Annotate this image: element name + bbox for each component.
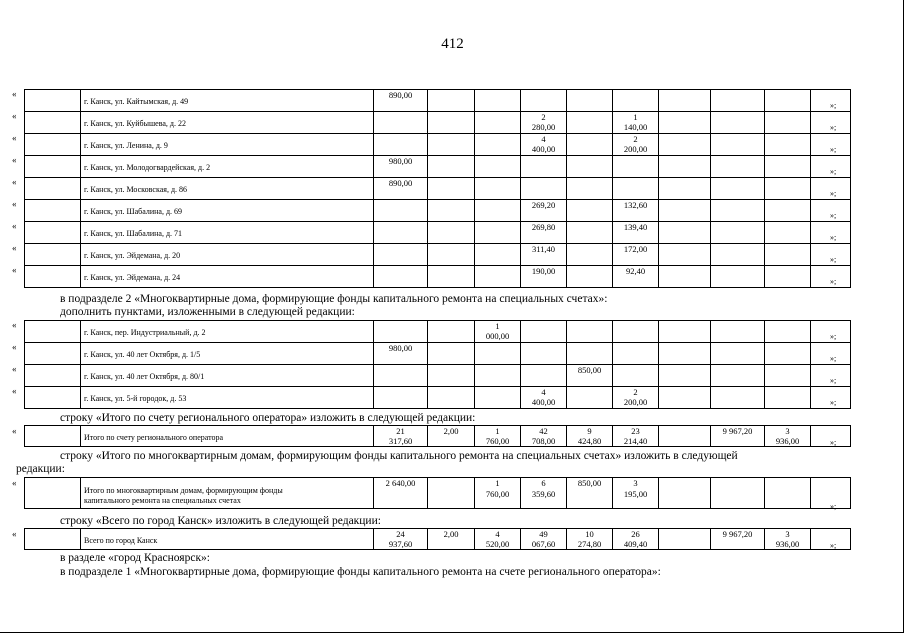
- cell-v1: 980,00: [374, 155, 428, 178]
- paragraph-add-items: дополнить пунктами, изложенными в следующей редакции:: [60, 306, 355, 318]
- cell-v9: [765, 265, 811, 288]
- cell-v2: [428, 265, 475, 288]
- cell-v9: [765, 386, 811, 409]
- cell-v5: [567, 89, 613, 112]
- cell-address: г. Канск, ул. Кайтымская, д. 49: [81, 89, 374, 112]
- cell-num: [24, 342, 81, 365]
- cell-v2: [428, 243, 475, 266]
- open-quote: «: [12, 243, 17, 253]
- cell-v3: [475, 155, 521, 178]
- cell-v6: 2 200,00: [613, 386, 659, 409]
- cell-v5: [567, 386, 613, 409]
- table-row: [24, 320, 827, 343]
- cell-v9: [765, 243, 811, 266]
- cell-v4: 42 708,00: [521, 425, 567, 447]
- cell-v6: [613, 342, 659, 365]
- table-row: [24, 133, 827, 156]
- cell-v8: [711, 221, 765, 244]
- cell-v7: [659, 133, 711, 156]
- cell-v8: [711, 177, 765, 200]
- cell-v3: [475, 133, 521, 156]
- paragraph-total-kansk: строку «Всего по город Канск» изложить в следующей редакции:: [60, 515, 381, 527]
- cell-v5: [567, 221, 613, 244]
- cell-v6: 23 214,40: [613, 425, 659, 447]
- cell-v4: [521, 89, 567, 112]
- cell-v9: [765, 133, 811, 156]
- cell-v4: 6 359,60: [521, 477, 567, 509]
- cell-v7: [659, 342, 711, 365]
- close-quote: »;: [830, 502, 837, 511]
- open-quote: «: [12, 89, 17, 99]
- cell-address: г. Канск, ул. Эйдемана, д. 24: [81, 265, 374, 288]
- open-quote: «: [12, 426, 17, 436]
- table-row: [24, 111, 827, 134]
- table-row: [24, 199, 827, 222]
- cell-v8: [711, 265, 765, 288]
- cell-v9: 3 936,00: [765, 425, 811, 447]
- cell-v1: [374, 111, 428, 134]
- cell-num: [24, 221, 81, 244]
- cell-num: [24, 133, 81, 156]
- cell-v3: [475, 342, 521, 365]
- cell-address: г. Канск, ул. Куйбышева, д. 22: [81, 111, 374, 134]
- cell-v5: [567, 155, 613, 178]
- close-quote: »;: [830, 354, 837, 363]
- cell-v7: [659, 364, 711, 387]
- cell-v9: 3 936,00: [765, 528, 811, 550]
- cell-v1: [374, 243, 428, 266]
- cell-v2: [428, 89, 475, 112]
- cell-v6: 2 200,00: [613, 133, 659, 156]
- cell-v8: [711, 155, 765, 178]
- table-row: [24, 386, 827, 409]
- cell-v3: 1 760,00: [475, 425, 521, 447]
- table-row-total-special: [24, 477, 827, 509]
- cell-v4: 269,20: [521, 199, 567, 222]
- cell-v5: 850,00: [567, 364, 613, 387]
- cell-v7: [659, 265, 711, 288]
- cell-v7: [659, 199, 711, 222]
- close-quote: »;: [830, 167, 837, 176]
- close-quote: »;: [830, 123, 837, 132]
- cell-v6: [613, 89, 659, 112]
- cell-v2: 2,00: [428, 425, 475, 447]
- cell-v4: [521, 364, 567, 387]
- cell-v7: [659, 243, 711, 266]
- cell-v1: 24 937,60: [374, 528, 428, 550]
- paragraph-total-special-line1: строку «Итого по многоквартирным домам, формирующим фонды капитального ремонта на специальных счетах» изложить в следующей: [60, 450, 738, 462]
- cell-v4: 269,80: [521, 221, 567, 244]
- cell-v6: 172,00: [613, 243, 659, 266]
- cell-v5: [567, 243, 613, 266]
- cell-v2: [428, 177, 475, 200]
- cell-num: [24, 386, 81, 409]
- paragraph-krasnoyarsk-subsection-1: в подразделе 1 «Многоквартирные дома, формирующие фонды капитального ремонта на счете регионального оператора»:: [60, 566, 661, 578]
- cell-v2: [428, 111, 475, 134]
- cell-v4: 4 400,00: [521, 386, 567, 409]
- close-quote: »;: [830, 255, 837, 264]
- cell-v1: 890,00: [374, 177, 428, 200]
- cell-v9: [765, 320, 811, 343]
- cell-v6: 1 140,00: [613, 111, 659, 134]
- cell-num: [24, 320, 81, 343]
- open-quote: «: [12, 364, 17, 374]
- cell-v5: 9 424,80: [567, 425, 613, 447]
- cell-v1: [374, 364, 428, 387]
- open-quote: «: [12, 478, 17, 488]
- cell-v6: 3 195,00: [613, 477, 659, 509]
- close-quote: »;: [830, 376, 837, 385]
- cell-v6: 139,40: [613, 221, 659, 244]
- cell-v4: [521, 155, 567, 178]
- table-row: [24, 177, 827, 200]
- cell-v9: [765, 111, 811, 134]
- open-quote: «: [12, 221, 17, 231]
- cell-v3: [475, 111, 521, 134]
- cell-num: [24, 477, 81, 509]
- table-row-total-kansk: [24, 528, 827, 550]
- table-row: [24, 243, 827, 266]
- cell-v1: 2 640,00: [374, 477, 428, 509]
- cell-v3: 1 760,00: [475, 477, 521, 509]
- cell-v6: 132,60: [613, 199, 659, 222]
- cell-v4: [521, 320, 567, 343]
- cell-v5: 10 274,80: [567, 528, 613, 550]
- cell-v8: [711, 199, 765, 222]
- cell-num: [24, 364, 81, 387]
- open-quote: «: [12, 386, 17, 396]
- paragraph-subsection-2: в подразделе 2 «Многоквартирные дома, формирующие фонды капитального ремонта на специальных счетах»:: [60, 293, 608, 305]
- table-row: [24, 364, 827, 387]
- open-quote: «: [12, 177, 17, 187]
- cell-v7: [659, 320, 711, 343]
- cell-v9: [765, 364, 811, 387]
- open-quote: «: [12, 155, 17, 165]
- cell-v3: [475, 386, 521, 409]
- cell-v8: [711, 364, 765, 387]
- cell-v9: [765, 177, 811, 200]
- cell-v6: [613, 320, 659, 343]
- cell-num: [24, 199, 81, 222]
- paragraph-krasnoyarsk: в разделе «город Красноярск»:: [60, 552, 210, 564]
- close-quote: »;: [830, 101, 837, 110]
- cell-v6: [613, 155, 659, 178]
- open-quote: «: [12, 133, 17, 143]
- cell-v5: [567, 133, 613, 156]
- close-quote: »;: [830, 398, 837, 407]
- table-row: [24, 265, 827, 288]
- cell-v1: 980,00: [374, 342, 428, 365]
- table-row: [24, 221, 827, 244]
- cell-v9: [765, 342, 811, 365]
- cell-v8: [711, 133, 765, 156]
- cell-v3: [475, 265, 521, 288]
- close-quote: »;: [830, 145, 837, 154]
- cell-v5: 850,00: [567, 477, 613, 509]
- cell-address: г. Канск, ул. Молодогвардейская, д. 2: [81, 155, 374, 178]
- cell-v9: [765, 155, 811, 178]
- cell-v3: 4 520,00: [475, 528, 521, 550]
- cell-num: [24, 177, 81, 200]
- cell-v5: [567, 111, 613, 134]
- cell-v8: [711, 320, 765, 343]
- cell-address: г. Канск, ул. Шабалина, д. 71: [81, 221, 374, 244]
- cell-v5: [567, 320, 613, 343]
- cell-v2: [428, 199, 475, 222]
- open-quote: «: [12, 342, 17, 352]
- cell-v8: [711, 342, 765, 365]
- cell-v5: [567, 177, 613, 200]
- close-quote: »;: [830, 438, 837, 447]
- cell-address: г. Канск, ул. 5-й городок, д. 53: [81, 386, 374, 409]
- cell-v9: [765, 199, 811, 222]
- cell-v2: [428, 155, 475, 178]
- cell-v2: [428, 133, 475, 156]
- cell-v5: [567, 199, 613, 222]
- paragraph-total-operator: строку «Итого по счету регионального оператора» изложить в следующей редакции:: [60, 412, 476, 424]
- cell-v2: [428, 364, 475, 387]
- page-number: 412: [441, 36, 464, 52]
- paragraph-total-special-line2: редакции:: [16, 463, 65, 475]
- cell-v8: [711, 477, 765, 509]
- cell-label: Итого по счету регионального оператора: [81, 425, 374, 447]
- cell-v2: [428, 221, 475, 244]
- cell-address: г. Канск, ул. 40 лет Октября, д. 1/5: [81, 342, 374, 365]
- cell-v7: [659, 111, 711, 134]
- cell-v1: 890,00: [374, 89, 428, 112]
- open-quote: «: [12, 199, 17, 209]
- cell-label: Итого по многоквартирным домам, формирующим фонды капитального ремонта на специальных счетах: [81, 477, 374, 509]
- cell-label: Всего по город Канск: [81, 528, 374, 550]
- table-row: [24, 155, 827, 178]
- table-row: [24, 342, 827, 365]
- cell-num: [24, 111, 81, 134]
- cell-v8: [711, 243, 765, 266]
- cell-v6: 26 409,40: [613, 528, 659, 550]
- cell-address: г. Канск, ул. Шабалина, д. 69: [81, 199, 374, 222]
- cell-v7: [659, 221, 711, 244]
- table-row-total-operator: [24, 425, 827, 447]
- cell-v4: 190,00: [521, 265, 567, 288]
- close-quote: »;: [830, 189, 837, 198]
- cell-v1: [374, 221, 428, 244]
- cell-v3: [475, 364, 521, 387]
- cell-address: г. Канск, ул. Эйдемана, д. 20: [81, 243, 374, 266]
- cell-v4: 4 400,00: [521, 133, 567, 156]
- cell-v8: [711, 386, 765, 409]
- cell-v3: [475, 221, 521, 244]
- cell-v1: [374, 265, 428, 288]
- cell-v6: [613, 177, 659, 200]
- cell-num: [24, 243, 81, 266]
- cell-v8: 9 967,20: [711, 425, 765, 447]
- cell-v8: [711, 89, 765, 112]
- cell-v9: [765, 221, 811, 244]
- cell-num: [24, 89, 81, 112]
- cell-v5: [567, 265, 613, 288]
- cell-v6: [613, 364, 659, 387]
- close-quote: »;: [830, 541, 837, 550]
- cell-v2: [428, 342, 475, 365]
- table-row: [24, 89, 827, 112]
- cell-address: г. Канск, ул. Ленина, д. 9: [81, 133, 374, 156]
- cell-address: г. Канск, ул. 40 лет Октября, д. 80/1: [81, 364, 374, 387]
- cell-v2: [428, 320, 475, 343]
- cell-v1: [374, 386, 428, 409]
- close-quote: »;: [830, 277, 837, 286]
- cell-v9: [765, 477, 811, 509]
- close-quote: »;: [830, 233, 837, 242]
- cell-v7: [659, 477, 711, 509]
- open-quote: «: [12, 529, 17, 539]
- cell-v6: 92,40: [613, 265, 659, 288]
- cell-v5: [567, 342, 613, 365]
- cell-v7: [659, 528, 711, 550]
- cell-v3: 1 000,00: [475, 320, 521, 343]
- cell-v7: [659, 386, 711, 409]
- cell-v4: 311,40: [521, 243, 567, 266]
- cell-v1: [374, 320, 428, 343]
- cell-v4: [521, 342, 567, 365]
- cell-v8: [711, 111, 765, 134]
- open-quote: «: [12, 265, 17, 275]
- cell-v3: [475, 199, 521, 222]
- cell-v2: [428, 477, 475, 509]
- cell-v3: [475, 243, 521, 266]
- cell-v2: [428, 386, 475, 409]
- cell-v7: [659, 177, 711, 200]
- close-quote: »;: [830, 332, 837, 341]
- open-quote: «: [12, 320, 17, 330]
- cell-v1: [374, 133, 428, 156]
- close-quote: »;: [830, 211, 837, 220]
- cell-address: г. Канск, пер. Индустриальный, д. 2: [81, 320, 374, 343]
- cell-v3: [475, 177, 521, 200]
- cell-v4: 2 280,00: [521, 111, 567, 134]
- cell-v1: [374, 199, 428, 222]
- cell-v8: 9 967,20: [711, 528, 765, 550]
- cell-v3: [475, 89, 521, 112]
- cell-num: [24, 528, 81, 550]
- cell-num: [24, 425, 81, 447]
- cell-v7: [659, 89, 711, 112]
- cell-address: г. Канск, ул. Московская, д. 86: [81, 177, 374, 200]
- open-quote: «: [12, 111, 17, 121]
- cell-v7: [659, 155, 711, 178]
- cell-v2: 2,00: [428, 528, 475, 550]
- cell-num: [24, 265, 81, 288]
- cell-num: [24, 155, 81, 178]
- cell-v4: 49 067,60: [521, 528, 567, 550]
- cell-v9: [765, 89, 811, 112]
- cell-v4: [521, 177, 567, 200]
- cell-v7: [659, 425, 711, 447]
- cell-v1: 21 317,60: [374, 425, 428, 447]
